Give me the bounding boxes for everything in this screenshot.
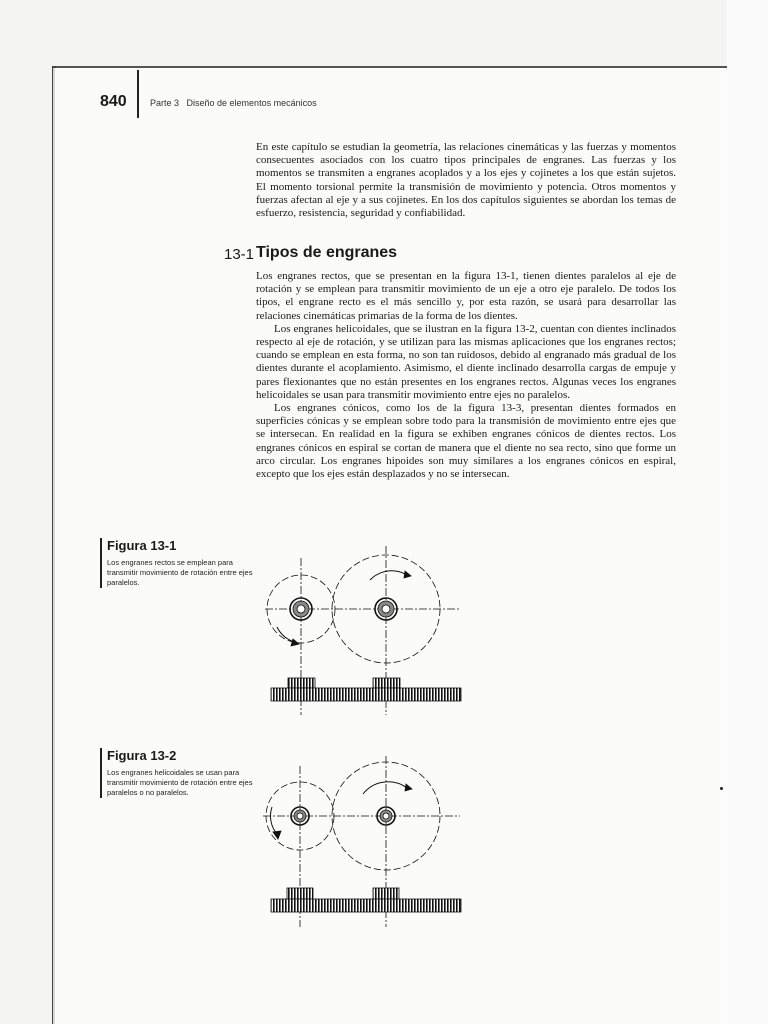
intro-paragraph: En este capítulo se estudian la geometría, las relaciones cinemáticas y las fuerzas y momentos consecuentes asociados con los cuatro tipos principales de engranes. Las fuerzas y los momentos se transmiten a engranes acoplados y a los ejes y cojinetes a los que están sujetos. El momento torsional permite la transmisión de movimiento y potencia. Otros momentos y fuerzas afectan al eje y a sus cojinetes. En los dos capítulos siguientes se abordan los temas de esfuerzo, resistencia, seguridad y confiabilidad.: [256, 141, 676, 220]
figure-13-2-caption: [100, 748, 257, 798]
figure-13-1-caption: [100, 538, 257, 588]
scan-speck: [720, 787, 723, 790]
section-number: 13-1: [224, 246, 255, 263]
figure-description: Los engranes rectos se emplean para transmitir movimiento de rotación entre ejes paralelos.: [107, 558, 253, 587]
header-rule: [137, 70, 139, 118]
running-title: Parte 3 Diseño de elementos mecánicos: [150, 98, 317, 108]
paragraph-helical-gears: Los engranes helicoidales, que se ilustran en la figura 13-2, cuentan con dientes inclinados respecto al eje de rotación, y se utilizan para las mismas aplicaciones que los engranes rectos; cuando se emplean en esta forma, no son tan ruidosos, debido al engranado más gradual de los dientes durante el acoplamiento. Asimismo, el diente inclinado desarrolla cargas de empuje y pares flexionantes que no están presentes en los engranes rectos. Algunas veces los engranes helicoidales se usan para transmitir movimiento entre ejes no paralelos.: [256, 322, 676, 401]
spur-gears-illustration: [255, 540, 475, 720]
page-number: 840: [100, 93, 127, 110]
helical-gears-illustration: [255, 752, 475, 930]
figure-label: Figura 13-1: [107, 538, 177, 553]
figure-description: Los engranes helicoidales se usan para transmitir movimiento de rotación entre ejes paralelos o no paralelos.: [107, 768, 253, 797]
paragraph-spur-gears: Los engranes rectos, que se presentan en la figura 13-1, tienen dientes paralelos al eje de rotación y se emplean para transmitir movimiento de un eje a otro eje paralelo. De todos los tipos, el engrane recto es el más sencillo y, por esta razón, se usará para desarrollar las relaciones cinemáticas primarias de la forma de los dientes.: [256, 270, 676, 322]
section-body: [256, 270, 676, 481]
section-title: Tipos de engranes: [256, 244, 398, 261]
figure-label: Figura 13-2: [107, 748, 177, 763]
page-right-margin: [727, 0, 768, 1024]
paragraph-bevel-gears: Los engranes cónicos, como los de la figura 13-3, presentan dientes formados en superficies cónicas y se emplean sobre todo para la transmisión de movimiento entre ejes que se intersecan. En realidad en la figura se exhiben engranes cónicos de dientes rectos. Los engranes cónicos en espiral se cortan de manera que el diente no sea recto, sino que forme un arco circular. Los engranes hipoides son muy similares a los engranes cónicos en espiral, excepto que los ejes están desplazados y no se intersecan.: [256, 402, 676, 481]
